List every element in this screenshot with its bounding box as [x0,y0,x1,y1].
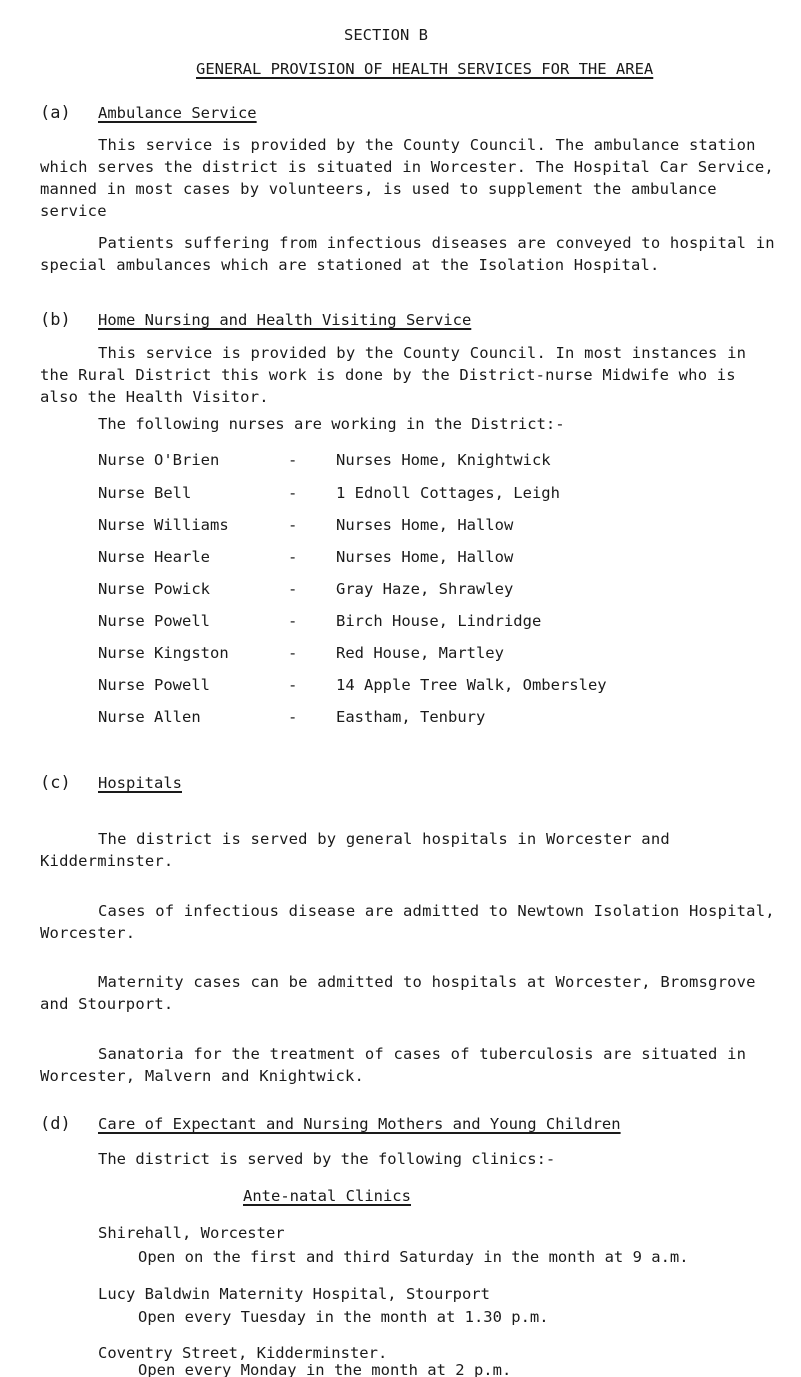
nurse-address: Nurses Home, Hallow [336,516,514,534]
nurse-name: Nurse Powell [98,676,210,694]
section-b-paragraph-1: This service is provided by the County Council. In most instances in the Rural District this work is done by the District-nurse Midwife who is also the Health Visitor. [40,344,747,406]
nurse-name: Nurse Allen [98,708,201,726]
list-item [0,706,801,728]
section-a-marker: (a) [40,103,71,123]
dash: - [288,708,298,726]
section-c-heading: Hospitals [98,774,182,792]
dash: - [288,644,298,662]
dash: - [288,484,298,502]
section-c-paragraph-1: The district is served by general hospitals in Worcester and Kidderminster. [40,830,670,870]
clinics-subheading: Ante-natal Clinics [243,1187,411,1205]
nurse-name: Nurse O'Brien [98,451,220,469]
section-label: SECTION B [344,26,428,44]
section-d-heading: Care of Expectant and Nursing Mothers and Young Children [98,1115,621,1133]
nurse-name: Nurse Kingston [98,644,229,662]
clinic-time: Open every Monday in the month at 2 p.m. [138,1364,512,1377]
dash: - [288,580,298,598]
list-item [0,514,801,536]
nurse-address: Gray Haze, Shrawley [336,580,514,598]
section-c-marker: (c) [40,773,71,793]
list-item [0,674,801,696]
section-b-marker: (b) [40,310,71,330]
section-a-heading: Ambulance Service [98,104,257,122]
clinic-place: Coventry Street, Kidderminster. [98,1344,388,1362]
dash: - [288,548,298,566]
list-item [0,546,801,568]
nurses-intro: The following nurses are working in the District:- [98,415,565,433]
clinic-place: Shirehall, Worcester [98,1224,285,1242]
section-c-paragraph-4: Sanatoria for the treatment of cases of tuberculosis are situated in Worcester, Malvern and Knightwick. [40,1045,747,1085]
nurse-name: Nurse Bell [98,484,192,502]
nurse-address: Eastham, Tenbury [336,708,486,726]
dash: - [288,612,298,630]
nurse-address: Red House, Martley [336,644,504,662]
nurse-name: Nurse Hearle [98,548,210,566]
list-item [0,642,801,664]
page-title: GENERAL PROVISION OF HEALTH SERVICES FOR THE AREA [196,60,654,78]
dash: - [288,451,298,469]
clinic-time: Open every Tuesday in the month at 1.30 p.m. [138,1308,549,1326]
nurse-name: Nurse Powick [98,580,210,598]
nurse-name: Nurse Williams [98,516,229,534]
clinic-time: Open on the first and third Saturday in the month at 9 a.m. [138,1248,689,1266]
list-item [0,578,801,600]
section-a-paragraph-1: This service is provided by the County Council. The ambulance station which serves the district is situated in Worcester. The Hospital Car Service, manned in most cases by volunteers, is used to supplement the ambulance service [40,136,774,220]
list-item [0,482,801,504]
nurse-address: Nurses Home, Knightwick [336,451,551,469]
nurse-address: Birch House, Lindridge [336,612,542,630]
dash: - [288,516,298,534]
section-a-paragraph-2: Patients suffering from infectious diseases are conveyed to hospital in special ambulances which are stationed at the Isolation Hospital. [40,234,775,274]
nurse-name: Nurse Powell [98,612,210,630]
section-c-paragraph-2: Cases of infectious disease are admitted to Newtown Isolation Hospital, Worcester. [40,902,775,942]
dash: - [288,676,298,694]
list-item [0,449,801,471]
section-b-heading: Home Nursing and Health Visiting Service [98,311,472,329]
nurse-address: Nurses Home, Hallow [336,548,514,566]
list-item [0,610,801,632]
clinics-intro: The district is served by the following clinics:- [98,1150,556,1168]
section-c-paragraph-3: Maternity cases can be admitted to hospitals at Worcester, Bromsgrove and Stourport. [40,973,756,1013]
nurse-address: 14 Apple Tree Walk, Ombersley [336,676,607,694]
section-d-marker: (d) [40,1114,71,1134]
nurse-address: 1 Ednoll Cottages, Leigh [336,484,560,502]
clinic-place: Lucy Baldwin Maternity Hospital, Stourport [98,1285,490,1303]
